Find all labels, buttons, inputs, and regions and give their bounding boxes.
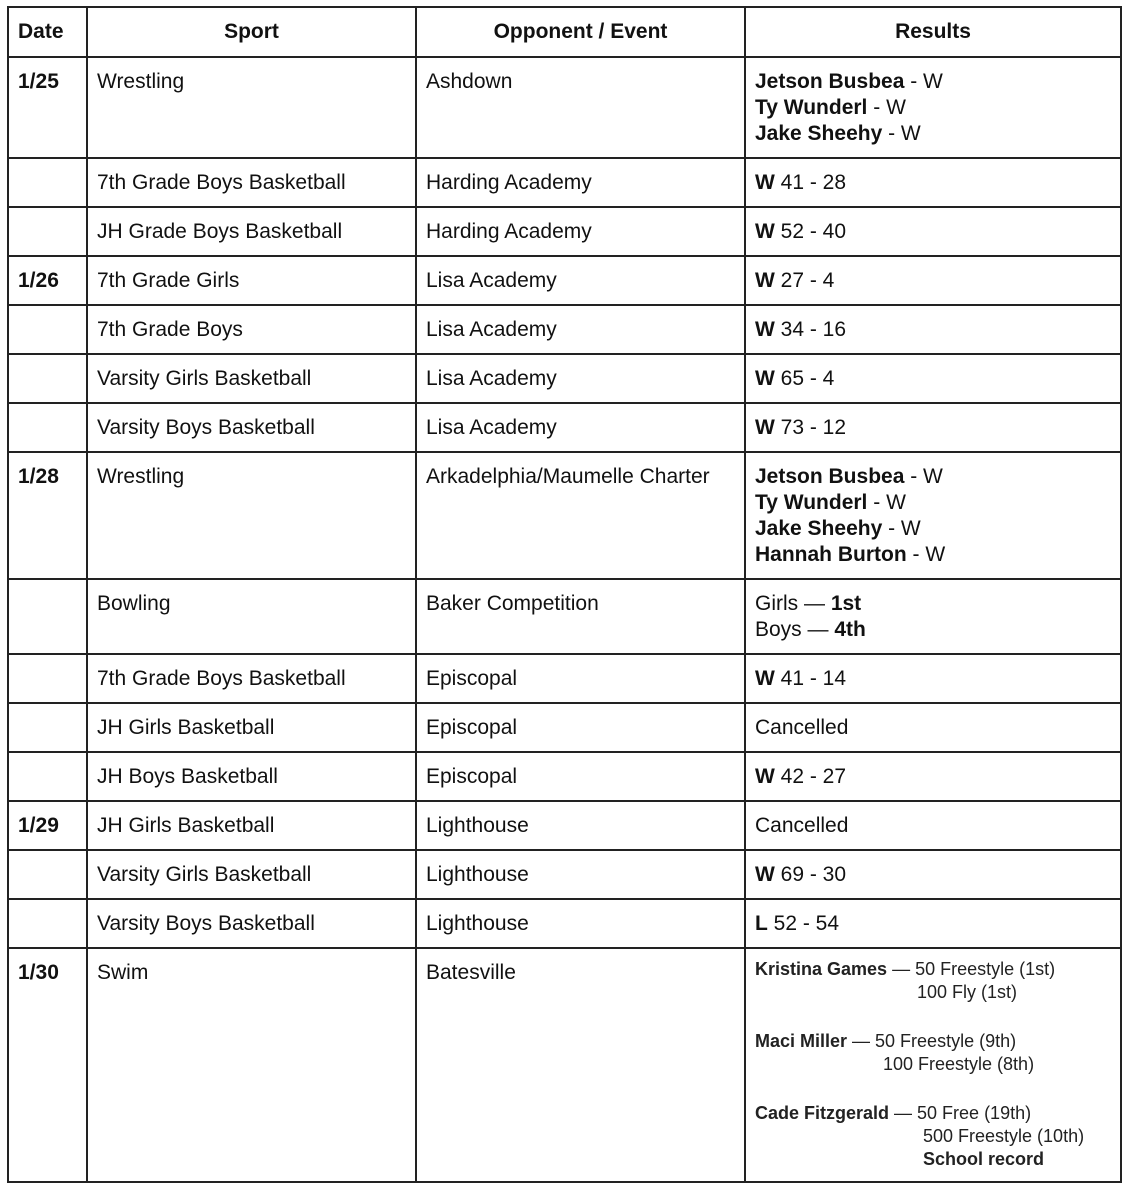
results-cell — [745, 752, 1121, 801]
athlete-name: Ty Wunderl — [755, 491, 868, 514]
results-cell — [745, 654, 1121, 703]
athlete-name: Jetson Busbea — [755, 465, 905, 488]
swimmer-name: Maci Miller — [755, 1031, 848, 1051]
swim-first-line — [755, 1030, 1111, 1053]
opponent-cell: Lisa Academy — [416, 305, 745, 354]
result-line — [755, 69, 1111, 95]
date-cell — [8, 354, 87, 403]
table-row — [8, 654, 1121, 703]
opponent-cell: Harding Academy — [416, 158, 745, 207]
school-record: School record — [923, 1149, 1045, 1169]
opponent-cell: Lisa Academy — [416, 256, 745, 305]
game-score: Cancelled — [755, 814, 849, 837]
sport-cell: Swim — [87, 948, 416, 1182]
results-cell — [745, 579, 1121, 654]
swimmer-name: Cade Fitzgerald — [755, 1103, 890, 1123]
table-row — [8, 305, 1121, 354]
opponent-cell: Batesville — [416, 948, 745, 1182]
game-outcome: W — [755, 367, 775, 390]
result-outcome: - W — [882, 517, 921, 540]
game-outcome: W — [755, 269, 775, 292]
table-row — [8, 703, 1121, 752]
opponent-cell: Harding Academy — [416, 207, 745, 256]
sport-cell: Wrestling — [87, 57, 416, 158]
results-cell — [745, 158, 1121, 207]
game-score: 41 - 14 — [774, 667, 847, 690]
header-opponent: Opponent / Event — [416, 7, 745, 57]
swim-first-line — [755, 958, 1111, 981]
table-row — [8, 899, 1121, 948]
result-line — [755, 121, 1111, 147]
table-body — [8, 57, 1121, 1182]
game-score: 52 - 40 — [774, 220, 847, 243]
table-row — [8, 158, 1121, 207]
results-cell — [745, 256, 1121, 305]
result-line — [755, 95, 1111, 121]
game-outcome: W — [755, 416, 775, 439]
sport-cell: 7th Grade Girls — [87, 256, 416, 305]
swim-event: 100 Freestyle (8th) — [883, 1054, 1035, 1074]
swim-event: 100 Fly (1st) — [917, 982, 1018, 1002]
opponent-cell: Lisa Academy — [416, 354, 745, 403]
game-score: 73 - 12 — [774, 416, 847, 439]
date-cell — [8, 654, 87, 703]
game-score: 69 - 30 — [774, 863, 847, 886]
game-score: 41 - 28 — [774, 171, 847, 194]
swim-event: — 50 Free (19th) — [889, 1103, 1032, 1123]
sport-cell: Varsity Girls Basketball — [87, 354, 416, 403]
opponent-cell: Lighthouse — [416, 850, 745, 899]
sport-cell: Varsity Girls Basketball — [87, 850, 416, 899]
table-row — [8, 403, 1121, 452]
result-line — [755, 464, 1111, 490]
game-score: 42 - 27 — [774, 765, 847, 788]
date-cell — [8, 579, 87, 654]
date-cell — [8, 899, 87, 948]
sport-cell: Varsity Boys Basketball — [87, 403, 416, 452]
results-cell — [745, 850, 1121, 899]
results-cell — [745, 801, 1121, 850]
date-cell — [8, 158, 87, 207]
athlete-name: Jake Sheehy — [755, 517, 883, 540]
opponent-cell: Lisa Academy — [416, 403, 745, 452]
sport-cell: 7th Grade Boys — [87, 305, 416, 354]
date-cell: 1/26 — [8, 256, 87, 305]
date-cell — [8, 403, 87, 452]
header-results: Results — [745, 7, 1121, 57]
athlete-name: Jake Sheehy — [755, 122, 883, 145]
result-line — [755, 516, 1111, 542]
bowling-team: Boys — — [755, 618, 835, 641]
table-row — [8, 207, 1121, 256]
swim-entry — [755, 1030, 1111, 1076]
sport-cell: Varsity Boys Basketball — [87, 899, 416, 948]
sport-cell: JH Girls Basketball — [87, 801, 416, 850]
date-cell: 1/29 — [8, 801, 87, 850]
swim-event: — 50 Freestyle (1st) — [887, 959, 1056, 979]
result-outcome: - W — [882, 122, 921, 145]
table-row — [8, 752, 1121, 801]
sport-cell: Wrestling — [87, 452, 416, 579]
date-cell — [8, 752, 87, 801]
opponent-cell: Ashdown — [416, 57, 745, 158]
results-cell — [745, 899, 1121, 948]
results-cell — [745, 452, 1121, 579]
game-outcome: W — [755, 171, 775, 194]
athlete-name: Jetson Busbea — [755, 70, 905, 93]
opponent-cell: Episcopal — [416, 703, 745, 752]
table-row — [8, 354, 1121, 403]
table-row — [8, 579, 1121, 654]
results-cell — [745, 354, 1121, 403]
game-outcome: L — [755, 912, 768, 935]
results-cell — [745, 703, 1121, 752]
game-outcome: W — [755, 667, 775, 690]
sport-cell: JH Girls Basketball — [87, 703, 416, 752]
date-cell: 1/30 — [8, 948, 87, 1182]
date-cell — [8, 850, 87, 899]
athlete-name: Ty Wunderl — [755, 96, 868, 119]
game-score: 65 - 4 — [774, 367, 835, 390]
header-row — [8, 7, 1121, 57]
opponent-cell: Lighthouse — [416, 899, 745, 948]
date-cell — [8, 305, 87, 354]
result-outcome: - W — [904, 465, 943, 488]
bowling-line — [755, 591, 1111, 617]
date-cell — [8, 207, 87, 256]
game-score: 27 - 4 — [774, 269, 835, 292]
game-outcome: W — [755, 220, 775, 243]
result-outcome: - W — [904, 70, 943, 93]
bowling-team: Girls — — [755, 592, 831, 615]
opponent-cell: Lighthouse — [416, 801, 745, 850]
swimmer-name: Kristina Games — [755, 959, 888, 979]
header-sport: Sport — [87, 7, 416, 57]
game-score: Cancelled — [755, 716, 849, 739]
results-cell — [745, 948, 1121, 1182]
game-outcome: W — [755, 318, 775, 341]
sport-cell: Bowling — [87, 579, 416, 654]
result-line — [755, 542, 1111, 568]
result-outcome: - W — [867, 491, 906, 514]
athlete-name: Hannah Burton — [755, 543, 907, 566]
swim-first-line — [755, 1102, 1111, 1125]
bowling-line — [755, 617, 1111, 643]
table-row — [8, 948, 1121, 1182]
result-outcome: - W — [867, 96, 906, 119]
swim-event: 500 Freestyle (10th) — [923, 1126, 1085, 1146]
sport-cell: 7th Grade Boys Basketball — [87, 158, 416, 207]
results-table — [7, 6, 1122, 1183]
sport-cell: JH Boys Basketball — [87, 752, 416, 801]
bowling-place: 4th — [834, 618, 866, 641]
table-row — [8, 452, 1121, 579]
sport-cell: JH Grade Boys Basketball — [87, 207, 416, 256]
opponent-cell: Episcopal — [416, 654, 745, 703]
bowling-place: 1st — [830, 592, 862, 615]
table-row — [8, 57, 1121, 158]
results-cell — [745, 403, 1121, 452]
table-row — [8, 850, 1121, 899]
opponent-cell: Baker Competition — [416, 579, 745, 654]
opponent-cell: Arkadelphia/Maumelle Charter — [416, 452, 745, 579]
swim-entry — [755, 1102, 1111, 1171]
result-line — [755, 490, 1111, 516]
date-cell: 1/28 — [8, 452, 87, 579]
result-outcome: - W — [906, 543, 946, 566]
header-date: Date — [8, 7, 87, 57]
opponent-cell: Episcopal — [416, 752, 745, 801]
date-cell: 1/25 — [8, 57, 87, 158]
results-cell — [745, 57, 1121, 158]
results-cell — [745, 207, 1121, 256]
date-cell — [8, 703, 87, 752]
sport-cell: 7th Grade Boys Basketball — [87, 654, 416, 703]
swim-entry — [755, 958, 1111, 1004]
game-outcome: W — [755, 765, 775, 788]
game-outcome: W — [755, 863, 775, 886]
game-score: 52 - 54 — [767, 912, 840, 935]
game-score: 34 - 16 — [774, 318, 847, 341]
swim-event: — 50 Freestyle (9th) — [847, 1031, 1017, 1051]
table-row — [8, 256, 1121, 305]
results-cell — [745, 305, 1121, 354]
table-row — [8, 801, 1121, 850]
